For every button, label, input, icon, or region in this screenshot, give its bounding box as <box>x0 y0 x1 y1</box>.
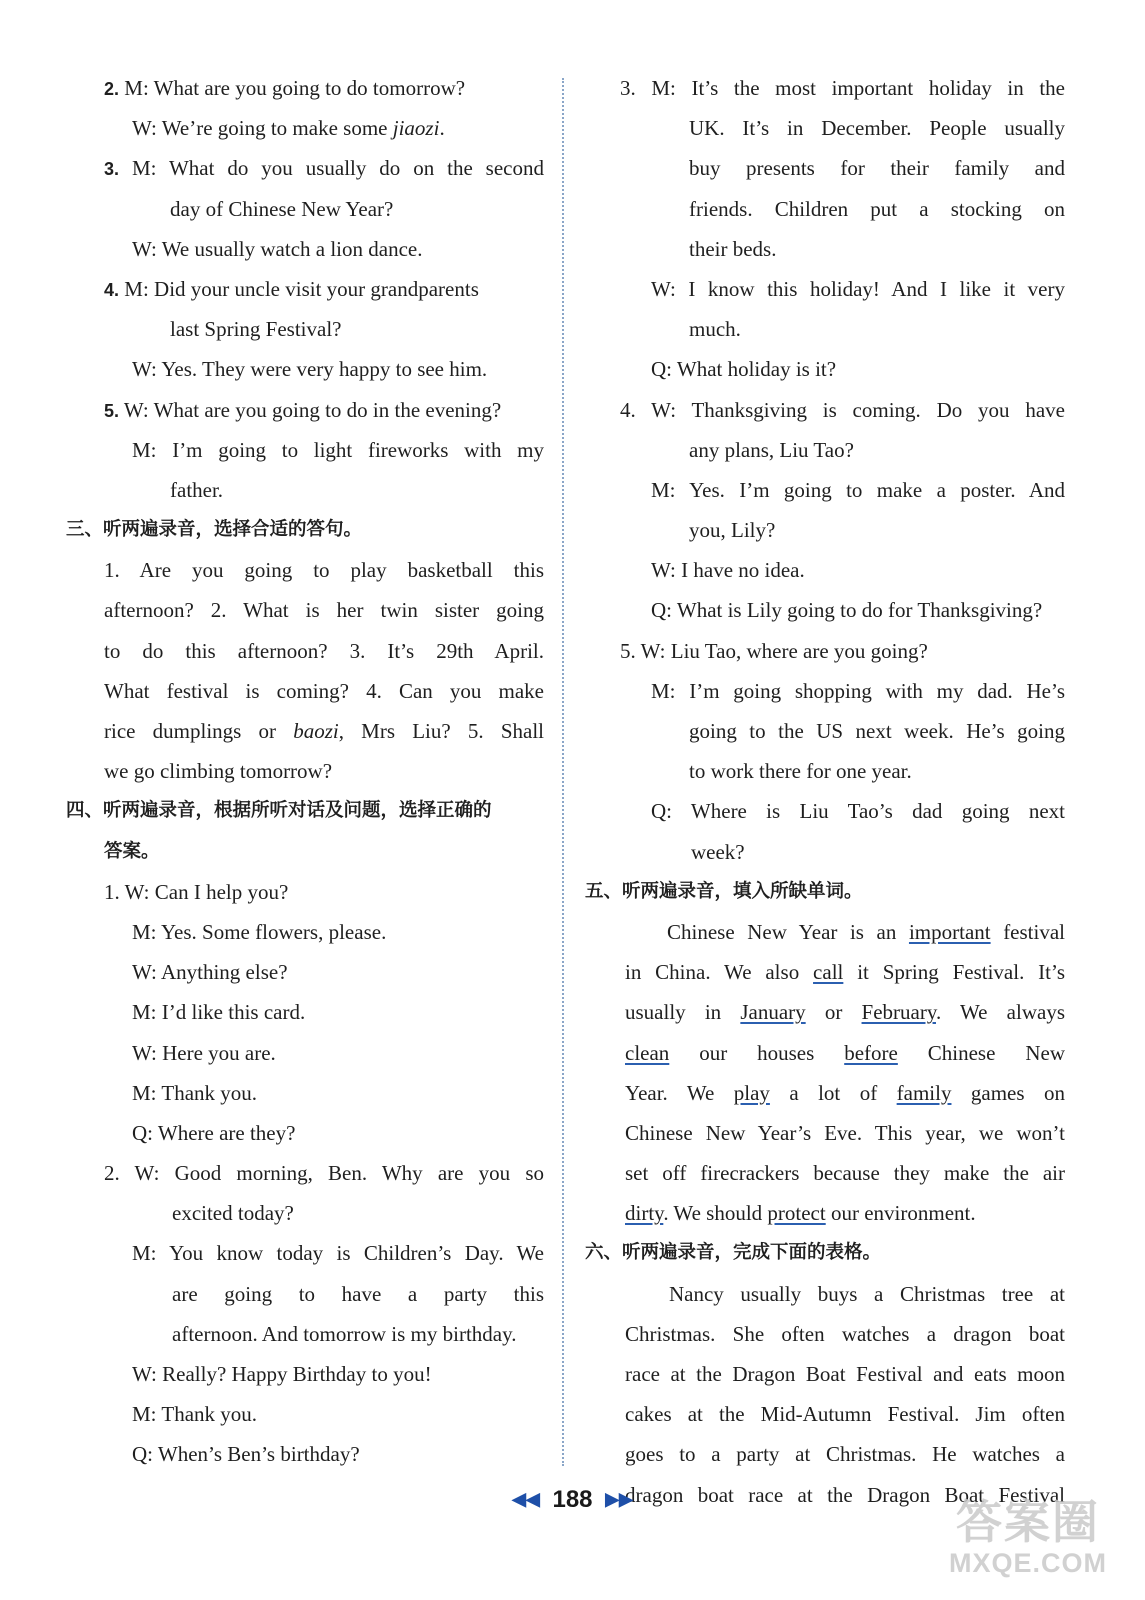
blank-answer: important <box>908 919 991 944</box>
r-item-5-line: week? <box>691 839 745 864</box>
blank-answer: before <box>844 1040 898 1065</box>
s5-line: Chinese New Year’s Eve. This year, we won’t <box>625 1120 1065 1145</box>
s4-item-1-line: M: Thank you. <box>132 1080 258 1105</box>
item-3-a: W: We usually watch a lion dance. <box>132 236 423 261</box>
s4-item-2-line: afternoon. And tomorrow is my birthday. <box>172 1321 517 1346</box>
blank-answer: January <box>740 1000 806 1025</box>
s5-line: set off firecrackers because they make the air <box>625 1161 1065 1186</box>
section-4-heading: 四、听两遍录音，根据所听对话及问题，选择正确的 <box>66 800 492 822</box>
s4-item-1-line: Q: Where are they? <box>132 1120 296 1145</box>
r-item-4-line: 4. W: Thanksgiving is coming. Do you have <box>620 397 1065 422</box>
s4-item-2-line: M: Thank you. <box>132 1402 258 1427</box>
section-3-line: 1. Are you going to play basketball this <box>104 558 544 583</box>
section-3-line: afternoon? 2. What is her twin sister going <box>104 598 544 623</box>
s6-line: race at the Dragon Boat Festival and eats moon <box>625 1362 1065 1386</box>
item-2-q: 2. M: What are you going to do tomorrow? <box>104 76 466 100</box>
s4-item-1-line: M: Yes. Some flowers, please. <box>132 919 387 944</box>
blank-answer: call <box>813 960 844 985</box>
column-divider <box>562 78 564 1466</box>
item-5-q: 5. W: What are you going to do in the evening? <box>104 397 502 422</box>
s4-item-1-line: W: Here you are. <box>132 1040 276 1065</box>
blank-answer: dirty <box>625 1201 664 1226</box>
r-item-3-line: Q: What holiday is it? <box>651 357 837 382</box>
r-item-4-line: Q: What is Lily going to do for Thanksgiving? <box>651 598 1043 623</box>
blank-answer: play <box>733 1080 770 1105</box>
item-4-q: 4. M: Did your uncle visit your grandparents <box>104 276 479 301</box>
s5-line: in China. We also call it Spring Festival. It’s <box>625 960 1065 985</box>
item-2-a: W: We’re going to make some jiaozi. <box>132 116 445 141</box>
r-item-5-line: M: I’m going shopping with my dad. He’s <box>651 678 1065 703</box>
s5-line: clean our houses before Chinese New <box>625 1040 1065 1065</box>
section-3-line: we go climbing tomorrow? <box>104 759 333 784</box>
right-column <box>585 68 1065 1515</box>
r-item-3-line: much. <box>689 317 741 342</box>
s6-line: Christmas. She often watches a dragon boat <box>625 1321 1065 1346</box>
double-left-arrow-icon: ◀◀ <box>512 1489 540 1509</box>
item-3-q-cont: day of Chinese New Year? <box>170 196 394 221</box>
r-item-4-line: you, Lily? <box>689 518 776 543</box>
r-item-3-line: their beds. <box>689 236 777 261</box>
page-number: 188 <box>552 1486 593 1513</box>
r-item-4-line: any plans, Liu Tao? <box>689 437 854 462</box>
item-5-a: M: I’m going to light fireworks with my <box>132 437 544 462</box>
blank-answer: protect <box>767 1201 826 1226</box>
r-item-4-line: W: I have no idea. <box>651 558 805 583</box>
blank-answer: clean <box>625 1040 670 1065</box>
section-3-line: What festival is coming? 4. Can you make <box>104 678 544 703</box>
s4-item-2-line: M: You know today is Children’s Day. We <box>132 1241 544 1266</box>
s4-item-2-line: are going to have a party this <box>172 1281 544 1306</box>
section-3-line: rice dumplings or baozi, Mrs Liu? 5. Shall <box>104 719 544 743</box>
watermark-logo: 答案圈 MXQE.COM <box>948 1496 1107 1578</box>
section-4-heading-cont: 答案。 <box>104 840 160 862</box>
s4-item-2-line: 2. W: Good morning, Ben. Why are you so <box>104 1161 544 1186</box>
r-item-4-line: M: Yes. I’m going to make a poster. And <box>651 477 1065 502</box>
item-5-a-cont: father. <box>170 477 224 502</box>
left-column <box>66 68 544 1475</box>
r-item-5-line: Q: Where is Liu Tao’s dad going next <box>651 799 1065 824</box>
s5-line: dirty. We should protect our environment. <box>625 1201 976 1226</box>
s4-item-2-line: W: Really? Happy Birthday to you! <box>132 1362 432 1386</box>
r-item-3-line: friends. Children put a stocking on <box>689 196 1065 221</box>
r-item-3-line: W: I know this holiday! And I like it very <box>651 276 1065 301</box>
s4-item-1-line: W: Anything else? <box>132 960 288 985</box>
s6-line: cakes at the Mid-Autumn Festival. Jim often <box>625 1402 1065 1427</box>
s4-item-2-line: excited today? <box>172 1201 294 1226</box>
s5-line: usually in January or February. We always <box>625 1000 1065 1025</box>
section-6-heading: 六、听两遍录音，完成下面的表格。 <box>585 1242 882 1264</box>
r-item-3-line: buy presents for their family and <box>689 156 1065 181</box>
item-3-q: 3. M: What do you usually do on the second <box>104 156 544 181</box>
s5-line: Chinese New Year is an important festival <box>667 919 1065 944</box>
s4-item-1-line: 1. W: Can I help you? <box>104 879 289 904</box>
r-item-5-line: to work there for one year. <box>689 759 912 784</box>
blank-answer: February <box>861 1000 936 1025</box>
item-4-a: W: Yes. They were very happy to see him. <box>132 357 488 382</box>
r-item-5-line: 5. W: Liu Tao, where are you going? <box>620 638 928 663</box>
r-item-3-line: 3. M: It’s the most important holiday in the <box>620 76 1065 100</box>
s4-item-2-line: Q: When’s Ben’s birthday? <box>132 1442 360 1467</box>
s5-line: Year. We play a lot of family games on <box>625 1080 1065 1105</box>
s6-line: goes to a party at Christmas. He watches a <box>625 1442 1065 1467</box>
section-5-heading: 五、听两遍录音，填入所缺单词。 <box>585 880 863 902</box>
s6-line: dragon boat race at the Dragon Boat Festival <box>625 1482 1065 1507</box>
s6-line: Nancy usually buys a Christmas tree at <box>669 1281 1065 1306</box>
r-item-3-line: UK. It’s in December. People usually <box>689 116 1065 141</box>
section-3-line: to do this afternoon? 3. It’s 29th April. <box>104 638 544 663</box>
s4-item-1-line: M: I’d like this card. <box>132 1000 306 1025</box>
double-right-arrow-icon: ▶▶ <box>605 1489 633 1509</box>
section-3-heading: 三、听两遍录音，选择合适的答句。 <box>66 519 363 541</box>
r-item-5-line: going to the US next week. He’s going <box>689 719 1065 743</box>
blank-answer: family <box>896 1080 952 1105</box>
item-4-q-cont: last Spring Festival? <box>170 317 342 342</box>
